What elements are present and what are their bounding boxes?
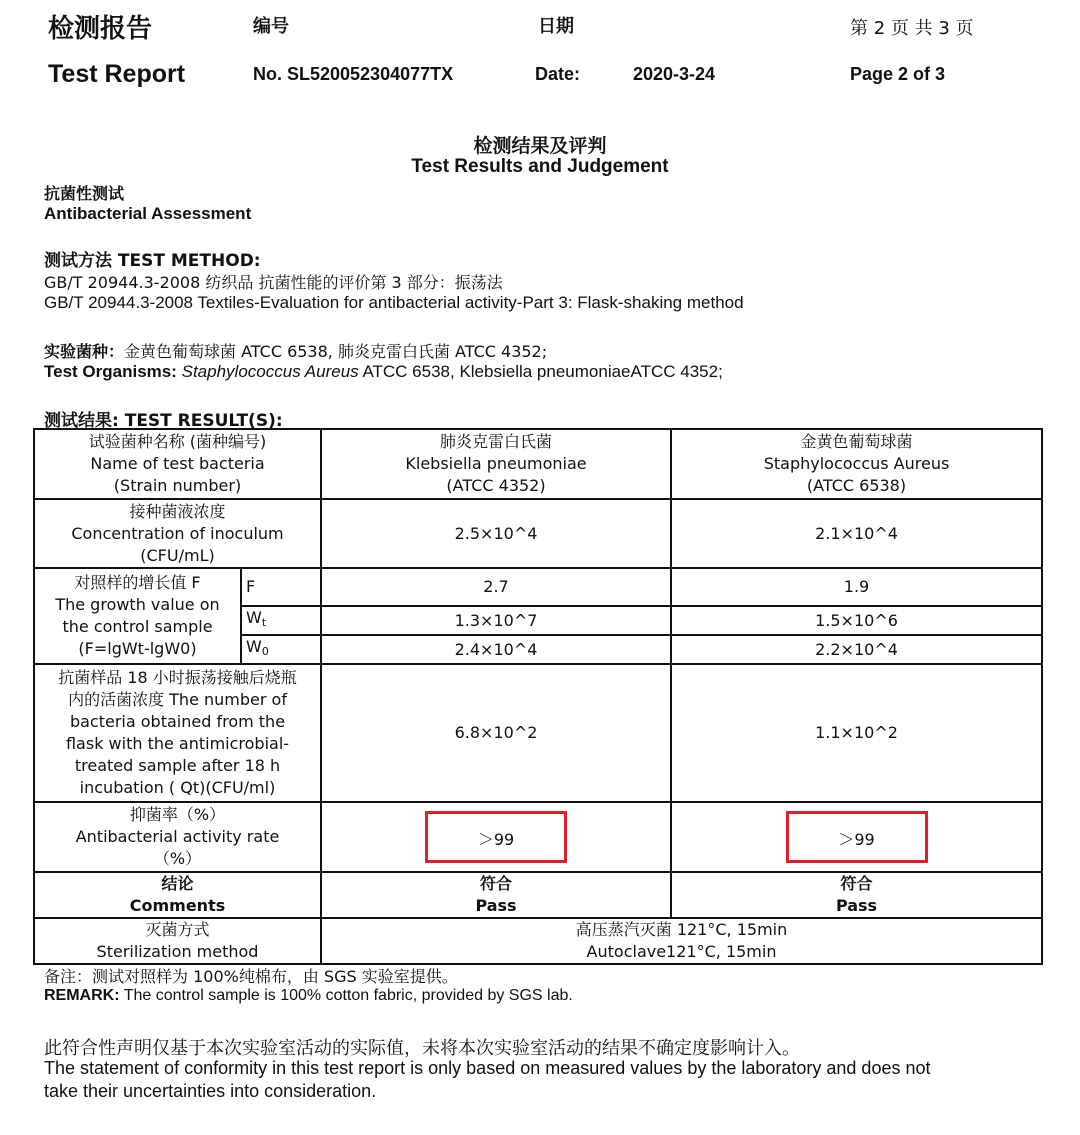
- sample-label-en1: bacteria obtained from the: [69, 712, 286, 731]
- comments-col1-cell: [321, 872, 671, 918]
- remark-en: [44, 987, 573, 1005]
- rate-col2-cell: [671, 802, 1042, 872]
- date-label-cn: 日期: [538, 16, 574, 37]
- method-label: [44, 246, 261, 271]
- results-table: [33, 428, 1043, 965]
- date-label-en: Date:: [535, 64, 581, 84]
- statement-en-line1: The statement of conformity in this test report is only based on measured values by the laboratory and does not: [44, 1058, 931, 1078]
- remark-cn: 备注：测试对照样为 100%纯棉布，由 SGS 实验室提供。: [44, 967, 458, 986]
- inoculum-label-en: Concentration of inoculum: [71, 523, 284, 543]
- inoculum-col2: 2.1×10^4: [671, 499, 1042, 568]
- growth-label-formula: (F=lgWt-lgW0): [78, 639, 197, 658]
- rate-label-cn: 抑菌率（%）: [129, 805, 226, 824]
- comments-label-en: Comments: [129, 896, 226, 915]
- sample-col1: 6.8×10^2: [321, 664, 671, 802]
- bacteria-col1-cn: 肺炎克雷白氏菌: [440, 432, 553, 451]
- remark-label-en: REMARK:: [44, 987, 120, 1004]
- inoculum-label-unit: (CFU/mL): [140, 545, 215, 565]
- table-row-bacteria: [34, 429, 1042, 499]
- growth-label-en2: the control sample: [62, 617, 213, 636]
- table-row-sample: [34, 664, 1042, 802]
- method-line-en: GB/T 20944.3-2008 Textiles-Evaluation for antibacterial activity-Part 3: Flask-shaking method: [44, 293, 744, 312]
- report-number: No. SL520052304077TX: [253, 64, 454, 84]
- sample-label-en4: incubation ( Qt)(CFU/ml): [79, 778, 276, 797]
- sterilization-label-cell: [34, 918, 321, 964]
- w0-col2: 2.2×10^4: [671, 635, 1042, 664]
- page-indicator-cn: 第 2 页 共 3 页: [850, 18, 974, 39]
- table-row-rate: [34, 802, 1042, 872]
- bacteria-label-cn: 试验菌种名称 (菌种编号): [88, 432, 267, 451]
- wt-col1: 1.3×10^7: [321, 606, 671, 635]
- bacteria-label-strain: (Strain number): [113, 476, 242, 495]
- statement-en-line2: take their uncertainties into consideration.: [44, 1081, 377, 1101]
- bacteria-col2-strain: (ATCC 6538): [806, 476, 907, 495]
- section-title-en: Test Results and Judgement: [411, 156, 669, 177]
- sterilization-value-cn: 高压蒸汽灭菌 121°C, 15min: [575, 920, 788, 939]
- rate-label-unit: （%）: [153, 849, 202, 868]
- table-row-inoculum: [34, 499, 1042, 568]
- sterilization-value-en: Autoclave121°C, 15min: [586, 942, 777, 961]
- table-row-sterilization: [34, 918, 1042, 964]
- report-title-cn: 检测报告: [48, 14, 153, 44]
- comments-label-cell: [34, 872, 321, 918]
- sample-label-en3: treated sample after 18 h: [74, 756, 281, 775]
- organisms-line-cn: 金黄色葡萄球菌 ATCC 6538, 肺炎克雷白氏菌 ATCC 4352;: [124, 342, 548, 361]
- bacteria-col1-en: Klebsiella pneumoniae: [405, 454, 587, 473]
- sterilization-value-cell: [321, 918, 1042, 964]
- f-col1: 2.7: [321, 568, 671, 606]
- bacteria-col1-strain: (ATCC 4352): [446, 476, 546, 495]
- method-line-cn: GB/T 20944.3-2008 纺织品 抗菌性能的评价第 3 部分：振荡法: [44, 273, 503, 292]
- assessment-en: Antibacterial Assessment: [44, 204, 252, 223]
- sterilization-label-cn: 灭菌方式: [145, 920, 210, 939]
- comments-col1-en: Pass: [475, 896, 517, 915]
- comments-col2-cell: [671, 872, 1042, 918]
- wt-label-sub: t: [261, 616, 267, 629]
- growth-label-en1: The growth value on: [55, 595, 220, 614]
- report-title-en: Test Report: [48, 60, 186, 88]
- table-row-comments: [34, 872, 1042, 918]
- rate-label-en: Antibacterial activity rate: [75, 827, 280, 846]
- number-label-cn: 编号: [253, 16, 289, 37]
- sample-label-cell: [34, 664, 321, 802]
- section-title-cn: 检测结果及评判: [473, 135, 607, 157]
- inoculum-label-cn: 接种菌液浓度: [129, 501, 226, 521]
- f-label: F: [241, 568, 321, 606]
- sterilization-label-en: Sterilization method: [96, 942, 259, 961]
- w0-label-sub: 0: [261, 645, 269, 658]
- organisms-label-en: Test Organisms:: [44, 362, 177, 381]
- sample-col2: 1.1×10^2: [671, 664, 1042, 802]
- growth-label-cn: 对照样的增长值 F: [74, 573, 201, 592]
- sample-label-cn1: 抗菌样品 18 小时振荡接触后烧瓶: [58, 668, 297, 687]
- f-col2: 1.9: [671, 568, 1042, 606]
- organisms-label-cn: 实验菌种：: [44, 342, 125, 361]
- organisms-en: [44, 362, 723, 382]
- wt-label: [241, 606, 321, 635]
- wt-col2: 1.5×10^6: [671, 606, 1042, 635]
- rate-col1-cell: [321, 802, 671, 872]
- results-label: 测试结果: TEST RESULT(S):: [44, 411, 283, 431]
- w0-label: [241, 635, 321, 664]
- organisms-species-en: Staphylococcus Aureus: [181, 362, 359, 381]
- bacteria-label-cell: [34, 429, 321, 499]
- rate-col2-highlight: ＞99: [786, 811, 928, 863]
- method-label-text: 测试方法 TEST METHOD:: [44, 251, 261, 271]
- inoculum-col1: 2.5×10^4: [321, 499, 671, 568]
- bacteria-col2-cn: 金黄色葡萄球菌: [800, 432, 913, 451]
- bacteria-label-en: Name of test bacteria: [90, 454, 265, 473]
- assessment-cn: 抗菌性测试: [44, 184, 125, 203]
- organisms-rest-en: ATCC 6538, Klebsiella pneumoniaeATCC 4352;: [358, 362, 723, 381]
- w0-col1: 2.4×10^4: [321, 635, 671, 664]
- comments-col2-en: Pass: [835, 896, 878, 915]
- rate-label-cell: [34, 802, 321, 872]
- organisms-cn: [44, 339, 547, 362]
- comments-col1-cn: 符合: [480, 874, 513, 893]
- table-row-growth-f: [34, 568, 1042, 606]
- inoculum-label-cell: [34, 499, 321, 568]
- remark-text-en: The control sample is 100% cotton fabric, provided by SGS lab.: [119, 987, 573, 1004]
- comments-col2-cn: 符合: [840, 874, 873, 893]
- statement-cn: 此符合性声明仅基于本次实验室活动的实际值，未将本次实验室活动的结果不确定度影响计入。: [44, 1038, 800, 1059]
- sample-label-cn2: 内的活菌浓度 The number of: [68, 690, 287, 709]
- bacteria-col2-cell: [671, 429, 1042, 499]
- wt-label-main: W: [246, 608, 262, 627]
- comments-label-cn: 结论: [161, 874, 194, 893]
- bacteria-col2-en: Staphylococcus Aureus: [763, 454, 950, 473]
- rate-col1-highlight: ＞99: [425, 811, 567, 863]
- w0-label-main: W: [246, 637, 262, 656]
- growth-label-cell: [34, 568, 241, 664]
- sample-label-en2: flask with the antimicrobial-: [65, 734, 290, 753]
- report-date: 2020-3-24: [633, 64, 716, 84]
- page-indicator-en: Page 2 of 3: [850, 64, 946, 84]
- bacteria-col1-cell: [321, 429, 671, 499]
